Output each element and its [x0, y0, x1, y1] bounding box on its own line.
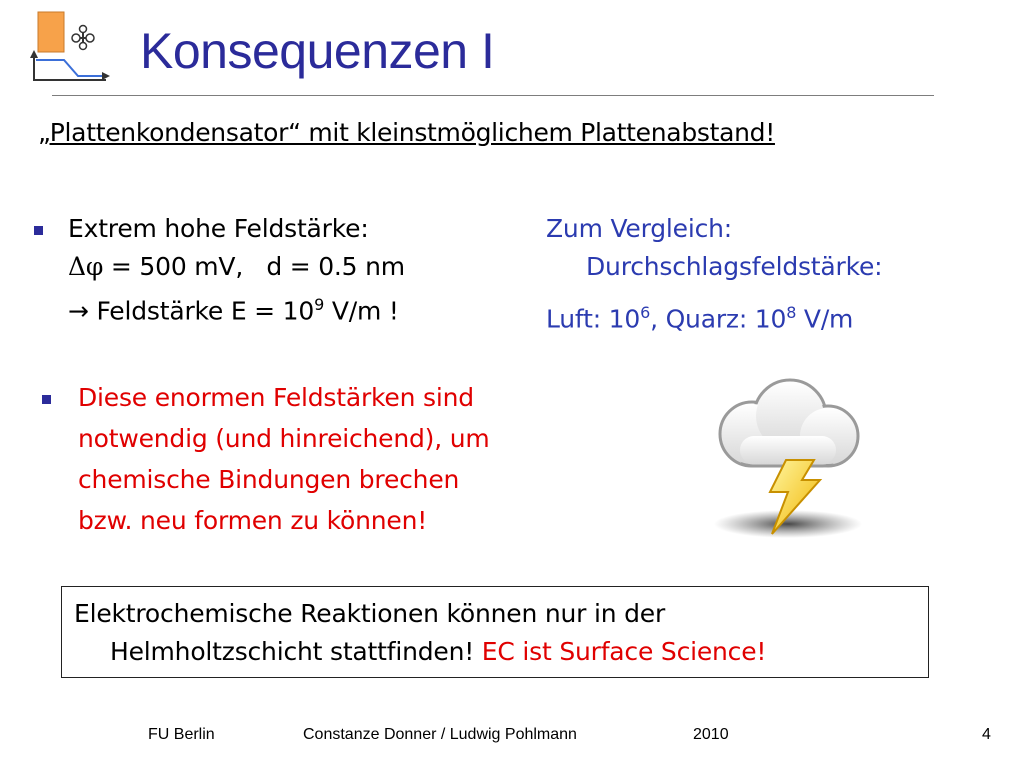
- conclusion-line: Elektrochemische Reaktionen können nur in der: [74, 599, 666, 628]
- title-divider: [52, 95, 934, 96]
- logo-icon: [26, 10, 116, 90]
- footer-year: 2010: [693, 726, 729, 743]
- footer-page-number: 4: [982, 726, 991, 743]
- slide-title: Konsequenzen I: [140, 23, 495, 79]
- potential-and-distance: = 500 mV, d = 0.5 nm: [103, 252, 405, 281]
- bullet-line: chemische Bindungen brechen: [78, 465, 460, 494]
- footer-authors: Constanze Donner / Ludwig Pohlmann: [303, 726, 577, 743]
- footer-org: FU Berlin: [148, 726, 215, 743]
- bullet-marker: [42, 395, 51, 404]
- comparison-line: Zum Vergleich:: [546, 214, 733, 243]
- field-strength-exponent: 9: [314, 295, 325, 314]
- delta-phi-symbol: Δφ: [68, 252, 104, 281]
- bullet-line: bzw. neu formen zu können!: [78, 506, 428, 535]
- field-strength-text: Feldstärke E = 10: [88, 296, 315, 326]
- surface-science-emphasis: EC ist Surface Science!: [481, 637, 767, 666]
- bullet-marker: [34, 226, 43, 235]
- conclusion-text: Helmholtzschicht stattfinden!: [110, 637, 482, 666]
- slide-subtitle: „Plattenkondensator“ mit kleinstmöglichem Plattenabstand!: [38, 118, 775, 147]
- thunderstorm-icon: [708, 376, 868, 540]
- bullet-field-strength: [68, 210, 405, 330]
- comparison-line: Durchschlagsfeldstärke:: [586, 252, 883, 281]
- conclusion-line: [74, 633, 916, 671]
- bullet-line: Extrem hohe Feldstärke:: [68, 214, 369, 243]
- quartz-label: , Quarz: 10: [650, 304, 787, 334]
- bullet-line: Diese enormen Feldstärken sind: [78, 383, 474, 412]
- arrow-right-icon: →: [68, 296, 89, 326]
- quartz-exponent: 8: [786, 303, 797, 322]
- conclusion-box: [61, 586, 929, 678]
- field-strength-unit: V/m !: [324, 296, 399, 326]
- air-exponent: 6: [640, 303, 651, 322]
- air-label: Luft: 10: [546, 304, 641, 334]
- comparison-block: [546, 210, 882, 338]
- bullet-chemical-bonds: [78, 377, 490, 541]
- unit-label: V/m: [796, 304, 854, 334]
- bullet-line: [68, 286, 405, 330]
- bullet-line: [68, 248, 405, 286]
- comparison-values: [546, 294, 882, 338]
- bullet-line: notwendig (und hinreichend), um: [78, 424, 490, 453]
